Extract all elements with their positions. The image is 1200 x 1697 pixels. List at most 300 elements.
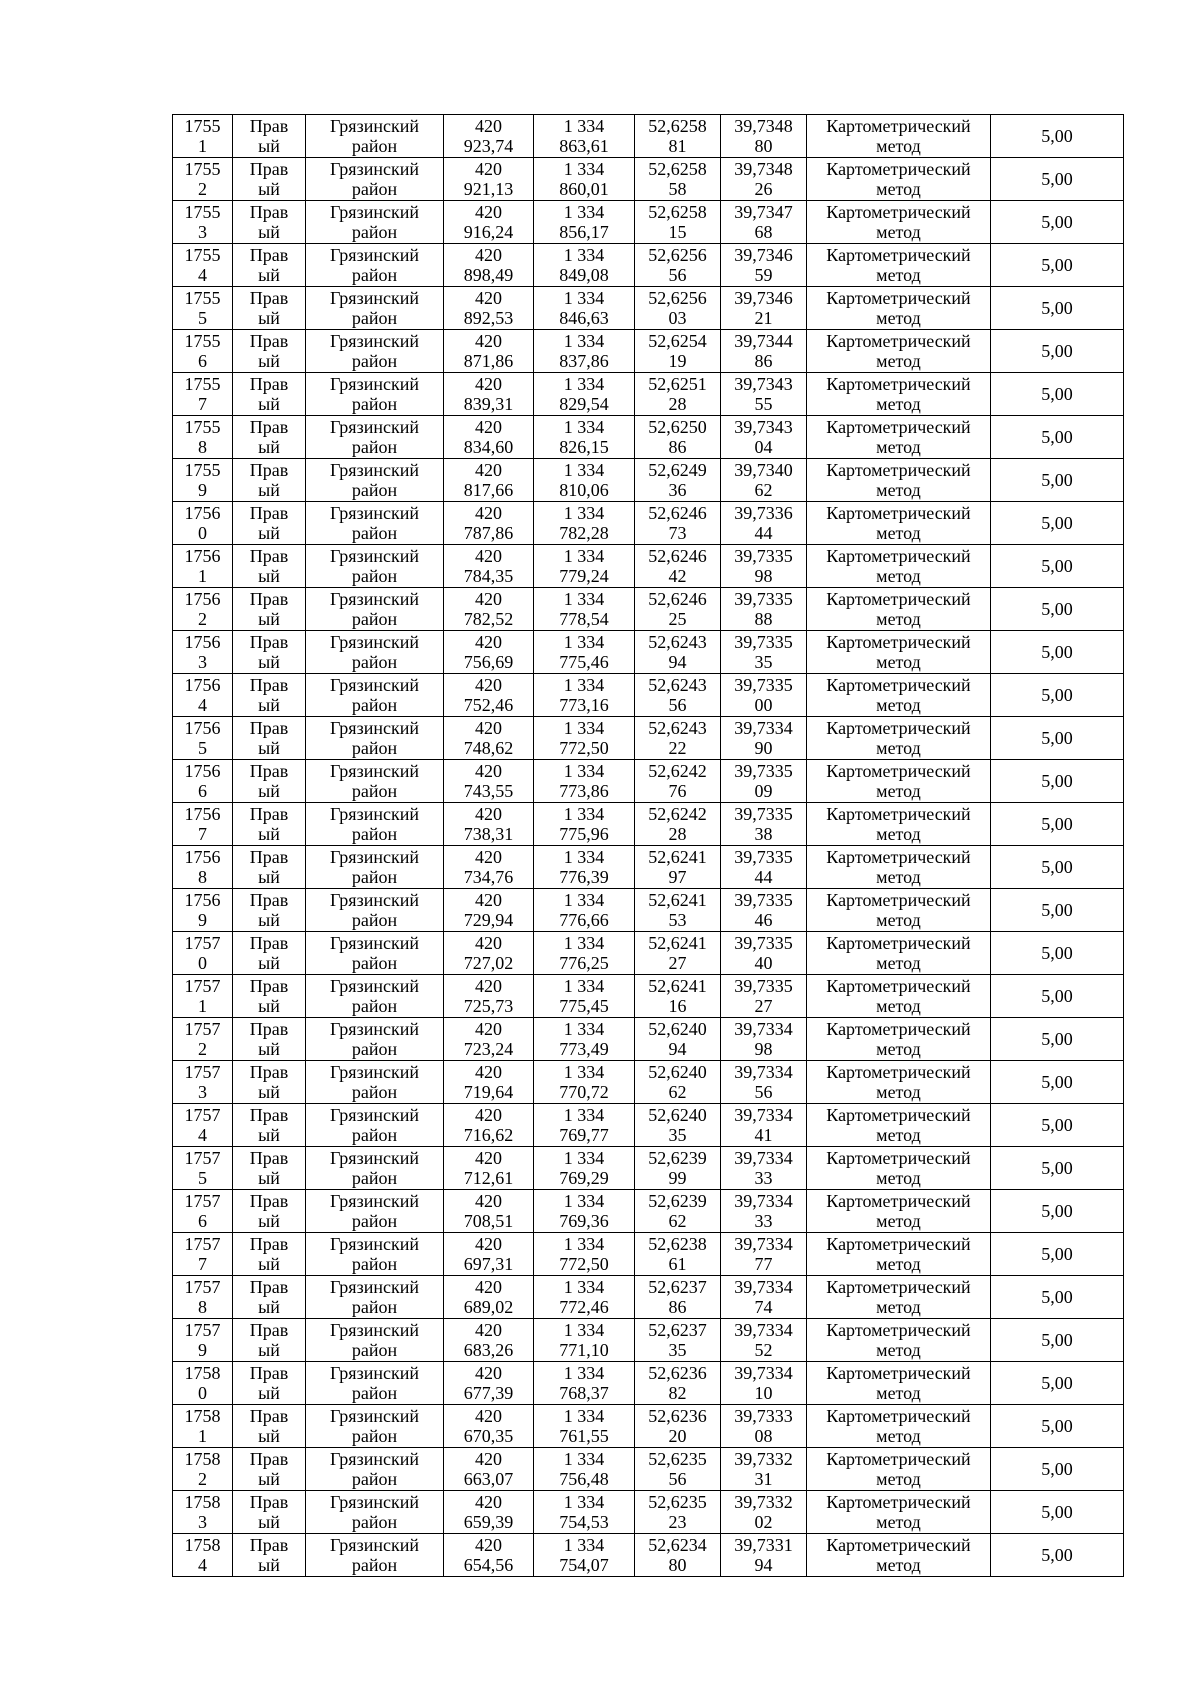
coord-x-cell xyxy=(444,244,534,287)
coord-y-text: 1 334 xyxy=(563,546,605,566)
method-cell xyxy=(807,1276,991,1319)
method-cell xyxy=(807,1319,991,1362)
accuracy-text: 5,00 xyxy=(1041,1502,1073,1522)
table-row xyxy=(173,1233,1124,1276)
coord-y-cell xyxy=(534,1104,635,1147)
latitude-text: 52,6258 xyxy=(648,159,707,179)
coord-x-cell xyxy=(444,330,534,373)
latitude-cell xyxy=(635,674,721,717)
bank-side-text: ый xyxy=(258,394,280,414)
coord-y-text: 1 334 xyxy=(563,1492,605,1512)
latitude-text: 52,6249 xyxy=(648,460,707,480)
latitude-cell xyxy=(635,115,721,158)
coord-y-cell xyxy=(534,201,635,244)
accuracy-cell xyxy=(991,373,1124,416)
district-text: район xyxy=(351,1555,398,1575)
method-cell xyxy=(807,115,991,158)
coord-x-text: 420 xyxy=(475,1062,502,1082)
table-row xyxy=(173,1190,1124,1233)
coord-x-text: 689,02 xyxy=(463,1297,514,1317)
coord-x-text: 834,60 xyxy=(463,437,514,457)
point-number-cell xyxy=(173,1319,233,1362)
accuracy-cell xyxy=(991,1233,1124,1276)
district-cell xyxy=(306,975,444,1018)
latitude-text: 76 xyxy=(668,781,687,801)
bank-side-cell xyxy=(233,975,306,1018)
method-text: метод xyxy=(876,1125,921,1145)
coord-y-cell xyxy=(534,1319,635,1362)
bank-side-text: Прав xyxy=(249,159,289,179)
latitude-text: 56 xyxy=(668,1469,687,1489)
coord-y-cell xyxy=(534,1448,635,1491)
method-text: метод xyxy=(876,1340,921,1360)
method-cell xyxy=(807,1405,991,1448)
longitude-cell xyxy=(721,975,807,1018)
method-text: Картометрический xyxy=(826,976,971,996)
coord-x-cell xyxy=(444,1276,534,1319)
bank-side-text: ый xyxy=(258,308,280,328)
bank-side-text: Прав xyxy=(249,1148,289,1168)
point-number-text: 1758 xyxy=(184,1363,221,1383)
latitude-text: 52,6237 xyxy=(648,1277,707,1297)
latitude-cell xyxy=(635,803,721,846)
latitude-text: 53 xyxy=(668,910,687,930)
longitude-text: 39,7334 xyxy=(734,1019,793,1039)
bank-side-text: Прав xyxy=(249,933,289,953)
coord-x-cell xyxy=(444,760,534,803)
point-number-cell xyxy=(173,1104,233,1147)
point-number-text: 1757 xyxy=(184,933,221,953)
accuracy-cell xyxy=(991,158,1124,201)
method-text: Картометрический xyxy=(826,288,971,308)
longitude-cell xyxy=(721,760,807,803)
coord-y-text: 826,15 xyxy=(559,437,609,457)
latitude-text: 52,6241 xyxy=(648,890,707,910)
coord-y-text: 1 334 xyxy=(563,374,605,394)
coord-y-text: 1 334 xyxy=(563,890,605,910)
latitude-text: 97 xyxy=(668,867,687,887)
latitude-text: 52,6243 xyxy=(648,632,707,652)
longitude-text: 94 xyxy=(754,1555,773,1575)
table-row xyxy=(173,1405,1124,1448)
point-number-cell xyxy=(173,1061,233,1104)
longitude-cell xyxy=(721,1405,807,1448)
longitude-text: 39,7335 xyxy=(734,890,793,910)
method-cell xyxy=(807,502,991,545)
latitude-text: 52,6246 xyxy=(648,546,707,566)
accuracy-cell xyxy=(991,889,1124,932)
district-text: район xyxy=(351,867,398,887)
bank-side-text: ый xyxy=(258,437,280,457)
longitude-text: 98 xyxy=(754,566,773,586)
coord-x-cell xyxy=(444,975,534,1018)
method-text: Картометрический xyxy=(826,159,971,179)
district-text: Грязинский xyxy=(330,589,419,609)
accuracy-cell xyxy=(991,115,1124,158)
longitude-text: 39,7334 xyxy=(734,1320,793,1340)
accuracy-text: 5,00 xyxy=(1041,384,1073,404)
bank-side-cell xyxy=(233,1233,306,1276)
latitude-text: 52,6256 xyxy=(648,245,707,265)
coord-x-text: 752,46 xyxy=(463,695,514,715)
district-cell xyxy=(306,846,444,889)
coord-x-text: 723,24 xyxy=(463,1039,514,1059)
coord-x-text: 683,26 xyxy=(463,1340,514,1360)
district-text: район xyxy=(351,910,398,930)
longitude-text: 44 xyxy=(754,523,773,543)
method-cell xyxy=(807,889,991,932)
coord-y-text: 1 334 xyxy=(563,159,605,179)
latitude-cell xyxy=(635,1319,721,1362)
table-row xyxy=(173,588,1124,631)
method-cell xyxy=(807,1104,991,1147)
district-text: район xyxy=(351,953,398,973)
coord-y-text: 1 334 xyxy=(563,1191,605,1211)
accuracy-text: 5,00 xyxy=(1041,298,1073,318)
latitude-text: 52,6258 xyxy=(648,202,707,222)
coord-y-text: 761,55 xyxy=(559,1426,609,1446)
latitude-text: 82 xyxy=(668,1383,687,1403)
longitude-cell xyxy=(721,330,807,373)
point-number-text: 7 xyxy=(198,394,207,414)
coord-y-text: 1 334 xyxy=(563,761,605,781)
bank-side-text: Прав xyxy=(249,1320,289,1340)
coord-y-text: 772,46 xyxy=(559,1297,609,1317)
point-number-text: 1757 xyxy=(184,976,221,996)
longitude-text: 02 xyxy=(754,1512,773,1532)
coord-x-text: 420 xyxy=(475,890,502,910)
longitude-text: 39,7334 xyxy=(734,1191,793,1211)
latitude-text: 52,6236 xyxy=(648,1363,707,1383)
latitude-text: 42 xyxy=(668,566,687,586)
bank-side-text: ый xyxy=(258,953,280,973)
latitude-text: 52,6239 xyxy=(648,1148,707,1168)
bank-side-cell xyxy=(233,1147,306,1190)
longitude-text: 40 xyxy=(754,953,773,973)
coord-y-text: 769,77 xyxy=(559,1125,609,1145)
district-cell xyxy=(306,588,444,631)
district-text: Грязинский xyxy=(330,1191,419,1211)
longitude-cell xyxy=(721,932,807,975)
latitude-text: 03 xyxy=(668,308,687,328)
table-row xyxy=(173,1362,1124,1405)
accuracy-cell xyxy=(991,201,1124,244)
coord-x-text: 420 xyxy=(475,1449,502,1469)
point-number-text: 0 xyxy=(198,953,207,973)
point-number-text: 3 xyxy=(198,652,207,672)
bank-side-cell xyxy=(233,588,306,631)
district-text: Грязинский xyxy=(330,374,419,394)
coord-x-text: 420 xyxy=(475,159,502,179)
district-text: Грязинский xyxy=(330,804,419,824)
coord-y-text: 773,16 xyxy=(559,695,609,715)
point-number-text: 6 xyxy=(198,1211,207,1231)
accuracy-text: 5,00 xyxy=(1041,1287,1073,1307)
accuracy-text: 5,00 xyxy=(1041,341,1073,361)
longitude-cell xyxy=(721,1491,807,1534)
table-row xyxy=(173,674,1124,717)
coord-x-text: 892,53 xyxy=(463,308,514,328)
coord-x-text: 697,31 xyxy=(463,1254,514,1274)
point-number-text: 1 xyxy=(198,996,207,1016)
coord-x-text: 734,76 xyxy=(463,867,514,887)
table-row xyxy=(173,1147,1124,1190)
coord-x-text: 420 xyxy=(475,460,502,480)
method-cell xyxy=(807,1448,991,1491)
latitude-text: 86 xyxy=(668,437,687,457)
method-cell xyxy=(807,459,991,502)
district-text: Грязинский xyxy=(330,1277,419,1297)
point-number-cell xyxy=(173,760,233,803)
latitude-cell xyxy=(635,1104,721,1147)
district-text: район xyxy=(351,136,398,156)
district-text: Грязинский xyxy=(330,933,419,953)
bank-side-cell xyxy=(233,1104,306,1147)
point-number-text: 1758 xyxy=(184,1449,221,1469)
bank-side-text: ый xyxy=(258,1383,280,1403)
longitude-text: 33 xyxy=(754,1211,773,1231)
bank-side-text: ый xyxy=(258,738,280,758)
coord-y-cell xyxy=(534,1190,635,1233)
coord-y-text: 754,53 xyxy=(559,1512,609,1532)
method-text: метод xyxy=(876,437,921,457)
table-row xyxy=(173,545,1124,588)
longitude-cell xyxy=(721,158,807,201)
method-text: метод xyxy=(876,1383,921,1403)
bank-side-cell xyxy=(233,1534,306,1577)
district-cell xyxy=(306,717,444,760)
coord-y-text: 1 334 xyxy=(563,1406,605,1426)
coord-x-text: 420 xyxy=(475,288,502,308)
latitude-text: 52,6246 xyxy=(648,503,707,523)
latitude-text: 36 xyxy=(668,480,687,500)
method-text: Картометрический xyxy=(826,116,971,136)
longitude-text: 04 xyxy=(754,437,773,457)
coord-x-text: 420 xyxy=(475,804,502,824)
latitude-cell xyxy=(635,545,721,588)
method-cell xyxy=(807,1190,991,1233)
point-number-cell xyxy=(173,459,233,502)
point-number-text: 1757 xyxy=(184,1234,221,1254)
district-text: район xyxy=(351,824,398,844)
bank-side-text: ый xyxy=(258,523,280,543)
coord-y-text: 1 334 xyxy=(563,976,605,996)
bank-side-text: Прав xyxy=(249,288,289,308)
point-number-text: 1757 xyxy=(184,1105,221,1125)
latitude-text: 28 xyxy=(668,824,687,844)
district-cell xyxy=(306,1104,444,1147)
accuracy-cell xyxy=(991,1104,1124,1147)
latitude-text: 35 xyxy=(668,1340,687,1360)
point-number-text: 1757 xyxy=(184,1148,221,1168)
coord-x-text: 743,55 xyxy=(463,781,514,801)
longitude-cell xyxy=(721,1061,807,1104)
district-cell xyxy=(306,674,444,717)
table-row xyxy=(173,1018,1124,1061)
accuracy-cell xyxy=(991,1491,1124,1534)
district-text: Грязинский xyxy=(330,718,419,738)
bank-side-cell xyxy=(233,287,306,330)
coord-y-text: 1 334 xyxy=(563,1449,605,1469)
bank-side-cell xyxy=(233,1018,306,1061)
longitude-cell xyxy=(721,545,807,588)
coord-y-text: 1 334 xyxy=(563,847,605,867)
bank-side-text: Прав xyxy=(249,374,289,394)
district-text: Грязинский xyxy=(330,1449,419,1469)
district-text: Грязинский xyxy=(330,675,419,695)
latitude-cell xyxy=(635,201,721,244)
longitude-text: 39,7334 xyxy=(734,1277,793,1297)
accuracy-cell xyxy=(991,1190,1124,1233)
coord-x-text: 420 xyxy=(475,1320,502,1340)
longitude-cell xyxy=(721,846,807,889)
coord-x-text: 756,69 xyxy=(463,652,514,672)
coord-y-cell xyxy=(534,459,635,502)
district-text: Грязинский xyxy=(330,1062,419,1082)
latitude-text: 15 xyxy=(668,222,687,242)
method-text: метод xyxy=(876,523,921,543)
coord-x-text: 420 xyxy=(475,417,502,437)
bank-side-text: ый xyxy=(258,867,280,887)
bank-side-cell xyxy=(233,846,306,889)
method-text: метод xyxy=(876,265,921,285)
accuracy-cell xyxy=(991,1405,1124,1448)
point-number-text: 1755 xyxy=(184,159,221,179)
coord-y-text: 1 334 xyxy=(563,245,605,265)
bank-side-cell xyxy=(233,201,306,244)
coord-x-text: 420 xyxy=(475,589,502,609)
latitude-text: 52,6241 xyxy=(648,933,707,953)
point-number-cell xyxy=(173,502,233,545)
point-number-text: 1756 xyxy=(184,589,221,609)
longitude-text: 39,7334 xyxy=(734,1105,793,1125)
point-number-text: 1 xyxy=(198,1426,207,1446)
bank-side-text: Прав xyxy=(249,417,289,437)
bank-side-text: ый xyxy=(258,1168,280,1188)
method-text: Картометрический xyxy=(826,718,971,738)
coord-y-cell xyxy=(534,244,635,287)
district-text: Грязинский xyxy=(330,116,419,136)
latitude-cell xyxy=(635,1491,721,1534)
table-row xyxy=(173,244,1124,287)
coord-y-text: 1 334 xyxy=(563,1062,605,1082)
bank-side-text: Прав xyxy=(249,1062,289,1082)
bank-side-text: ый xyxy=(258,1297,280,1317)
method-text: Картометрический xyxy=(826,1234,971,1254)
coord-y-text: 769,36 xyxy=(559,1211,609,1231)
accuracy-cell xyxy=(991,545,1124,588)
method-text: метод xyxy=(876,1254,921,1274)
accuracy-text: 5,00 xyxy=(1041,685,1073,705)
coord-x-text: 782,52 xyxy=(463,609,514,629)
coord-x-text: 748,62 xyxy=(463,738,514,758)
method-cell xyxy=(807,158,991,201)
method-text: Картометрический xyxy=(826,331,971,351)
coord-y-text: 1 334 xyxy=(563,675,605,695)
bank-side-text: Прав xyxy=(249,976,289,996)
coord-y-text: 1 334 xyxy=(563,1277,605,1297)
coord-y-text: 846,63 xyxy=(559,308,609,328)
point-number-text: 1757 xyxy=(184,1062,221,1082)
method-text: метод xyxy=(876,781,921,801)
point-number-text: 2 xyxy=(198,1039,207,1059)
method-text: Картометрический xyxy=(826,417,971,437)
accuracy-cell xyxy=(991,1534,1124,1577)
longitude-cell xyxy=(721,373,807,416)
table-row xyxy=(173,975,1124,1018)
longitude-text: 39,7334 xyxy=(734,718,793,738)
point-number-text: 1756 xyxy=(184,503,221,523)
point-number-cell xyxy=(173,158,233,201)
district-text: Грязинский xyxy=(330,1492,419,1512)
district-text: Грязинский xyxy=(330,1234,419,1254)
bank-side-cell xyxy=(233,760,306,803)
accuracy-text: 5,00 xyxy=(1041,513,1073,533)
longitude-text: 39,7335 xyxy=(734,546,793,566)
longitude-cell xyxy=(721,588,807,631)
coord-x-cell xyxy=(444,1362,534,1405)
bank-side-text: ый xyxy=(258,824,280,844)
coord-y-cell xyxy=(534,545,635,588)
accuracy-text: 5,00 xyxy=(1041,1115,1073,1135)
coord-y-text: 1 334 xyxy=(563,1148,605,1168)
coord-y-text: 775,96 xyxy=(559,824,609,844)
point-number-cell xyxy=(173,1491,233,1534)
coord-y-text: 776,25 xyxy=(559,953,609,973)
coord-y-text: 837,86 xyxy=(559,351,609,371)
coord-x-text: 420 xyxy=(475,1277,502,1297)
coord-x-text: 420 xyxy=(475,761,502,781)
longitude-text: 39,7334 xyxy=(734,1148,793,1168)
district-cell xyxy=(306,631,444,674)
longitude-text: 39,7347 xyxy=(734,202,793,222)
accuracy-cell xyxy=(991,1276,1124,1319)
coord-y-cell xyxy=(534,588,635,631)
coord-y-text: 782,28 xyxy=(559,523,609,543)
point-number-text: 3 xyxy=(198,1512,207,1532)
longitude-text: 33 xyxy=(754,1168,773,1188)
bank-side-text: Прав xyxy=(249,460,289,480)
latitude-cell xyxy=(635,1018,721,1061)
bank-side-text: ый xyxy=(258,265,280,285)
latitude-text: 52,6239 xyxy=(648,1191,707,1211)
table-row xyxy=(173,889,1124,932)
latitude-cell xyxy=(635,244,721,287)
coord-x-text: 787,86 xyxy=(463,523,514,543)
latitude-cell xyxy=(635,588,721,631)
method-text: метод xyxy=(876,652,921,672)
latitude-cell xyxy=(635,416,721,459)
bank-side-text: Прав xyxy=(249,589,289,609)
coord-y-cell xyxy=(534,1491,635,1534)
bank-side-text: ый xyxy=(258,179,280,199)
bank-side-text: Прав xyxy=(249,718,289,738)
point-number-cell xyxy=(173,1362,233,1405)
coord-y-text: 776,66 xyxy=(559,910,609,930)
bank-side-cell xyxy=(233,459,306,502)
method-text: метод xyxy=(876,308,921,328)
point-number-cell xyxy=(173,846,233,889)
method-cell xyxy=(807,1018,991,1061)
point-number-text: 1755 xyxy=(184,460,221,480)
bank-side-cell xyxy=(233,631,306,674)
district-cell xyxy=(306,201,444,244)
point-number-cell xyxy=(173,588,233,631)
longitude-text: 39,7334 xyxy=(734,1234,793,1254)
table-row xyxy=(173,1104,1124,1147)
bank-side-text: ый xyxy=(258,652,280,672)
bank-side-text: Прав xyxy=(249,1363,289,1383)
